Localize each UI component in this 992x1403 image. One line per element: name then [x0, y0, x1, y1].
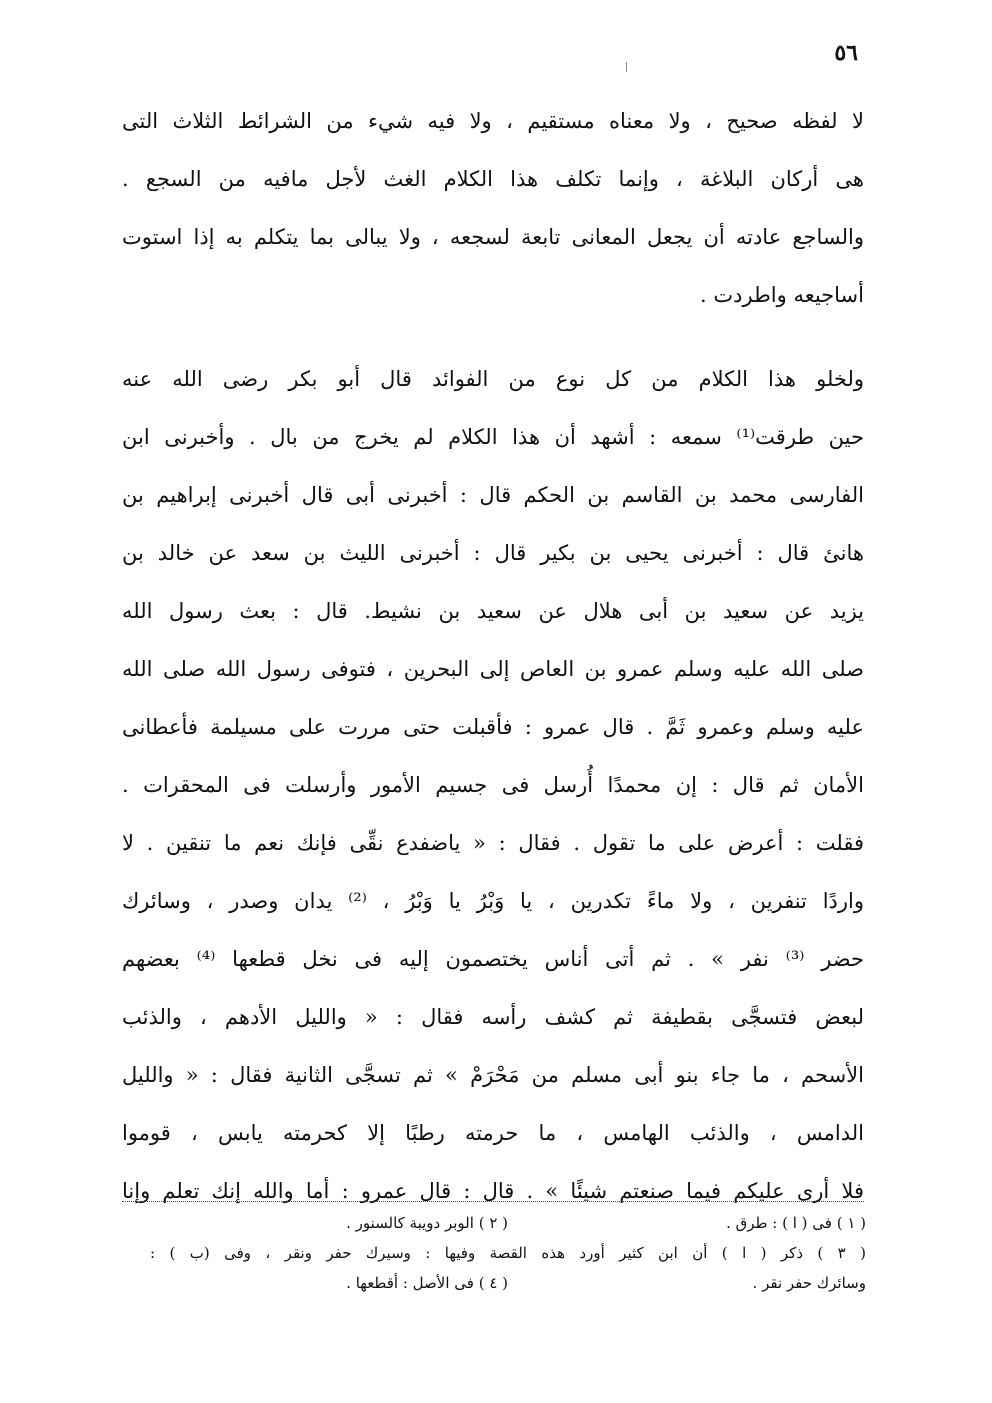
footnote-divider	[122, 1201, 864, 1202]
text-line: والساجع عادته أن يجعل المعانى تابعة لسجعه ، ولا يبالى بما يتكلم به إذا استوت	[122, 225, 864, 249]
footnote-3-continued: وسائرك حفر نقر .	[752, 1274, 866, 1292]
text-line: هانئ قال : أخبرنى يحيى بن بكير قال : أخبرنى الليث بن سعد عن خالد بن	[122, 541, 864, 565]
footnotes	[150, 1208, 866, 1298]
text-line: أساجيعه واطردت .	[700, 283, 864, 307]
text-line: عليه وسلم وعمرو ثَمَّ . قال عمرو : فأقبلت حتى مررت على مسيلمة فأعطانى	[122, 715, 864, 739]
text-line: فلا أرى عليكم فيما صنعتم شيئًا » . قال : قال عمرو : أما والله إنك تعلم وإنا	[122, 1179, 864, 1203]
footnote-4: ( ٤ ) فى الأصل : أقطعها .	[346, 1274, 508, 1292]
page-number: ٥٦	[834, 40, 858, 66]
footnote-3: ( ٣ ) ذكر ( ا ) أن ابن كثير أورد هذه القصة وفيها : وسيرك حفر ونقر ، وفى (ب ) :	[150, 1244, 866, 1262]
text-line: الفارسى محمد بن القاسم بن الحكم قال : أخبرنى أبى قال أخبرنى إبراهيم بن	[122, 483, 864, 507]
footnote-row	[150, 1238, 866, 1268]
paragraph-2	[122, 350, 864, 1220]
footnote-2: ( ٢ ) الوبر دويبة كالسنور .	[346, 1214, 508, 1232]
footnote-row	[150, 1268, 866, 1298]
text-line: لا لفظه صحيح ، ولا معناه مستقيم ، ولا فيه شيء من الشرائط الثلاث التى	[122, 109, 864, 133]
text-line: الأمان ثم قال : إن محمدًا أُرسل فى جسيم الأمور وأرسلت فى المحقرات .	[122, 773, 864, 797]
paragraph-1	[122, 92, 864, 324]
text-line: حضر ⁽³⁾ نفر » . ثم أتى أناس يختصمون إليه فى نخل قطعها ⁽⁴⁾ بعضهم	[122, 947, 864, 971]
text-line: الدامس ، والذئب الهامس ، ما حرمته رطبًا إلا كحرمته يابس ، قوموا	[122, 1121, 864, 1145]
text-line: فقلت : أعرض على ما تقول . فقال : « ياضفدع نقِّى فإنك نعم ما تنقين . لا	[122, 831, 864, 855]
text-line: ولخلو هذا الكلام من كل نوع من الفوائد قال أبو بكر رضى الله عنه	[122, 367, 864, 391]
footnote-row	[150, 1208, 866, 1238]
scan-mark	[626, 62, 627, 72]
text-line: يزيد عن سعيد بن أبى هلال عن سعيد بن نشيط. قال : بعث رسول الله	[122, 599, 864, 623]
text-line: صلى الله عليه وسلم عمرو بن العاص إلى البحرين ، فتوفى رسول الله صلى الله	[122, 657, 864, 681]
text-line: لبعض فتسجَّى بقطيفة ثم كشف رأسه فقال : « والليل الأدهم ، والذئب	[122, 1005, 864, 1029]
text-line: حين طرقت⁽¹⁾ سمعه : أشهد أن هذا الكلام لم يخرج من بال . وأخبرنى ابن	[122, 425, 864, 449]
footnote-1: ( ١ ) فى ( ا ) : طرق .	[726, 1214, 866, 1232]
text-line: هى أركان البلاغة ، وإنما تكلف هذا الكلام الغث لأجل مافيه من السجع .	[122, 167, 864, 191]
text-line: واردًا تنفرين ، ولا ماءً تكدرين ، يا وَبْرُ يا وَبْرُ ، ⁽²⁾ يدان وصدر ، وسائرك	[122, 889, 864, 913]
text-line: الأسحم ، ما جاء بنو أبى مسلم من مَحْرَمْ » ثم تسجَّى الثانية فقال : « والليل	[122, 1063, 864, 1087]
